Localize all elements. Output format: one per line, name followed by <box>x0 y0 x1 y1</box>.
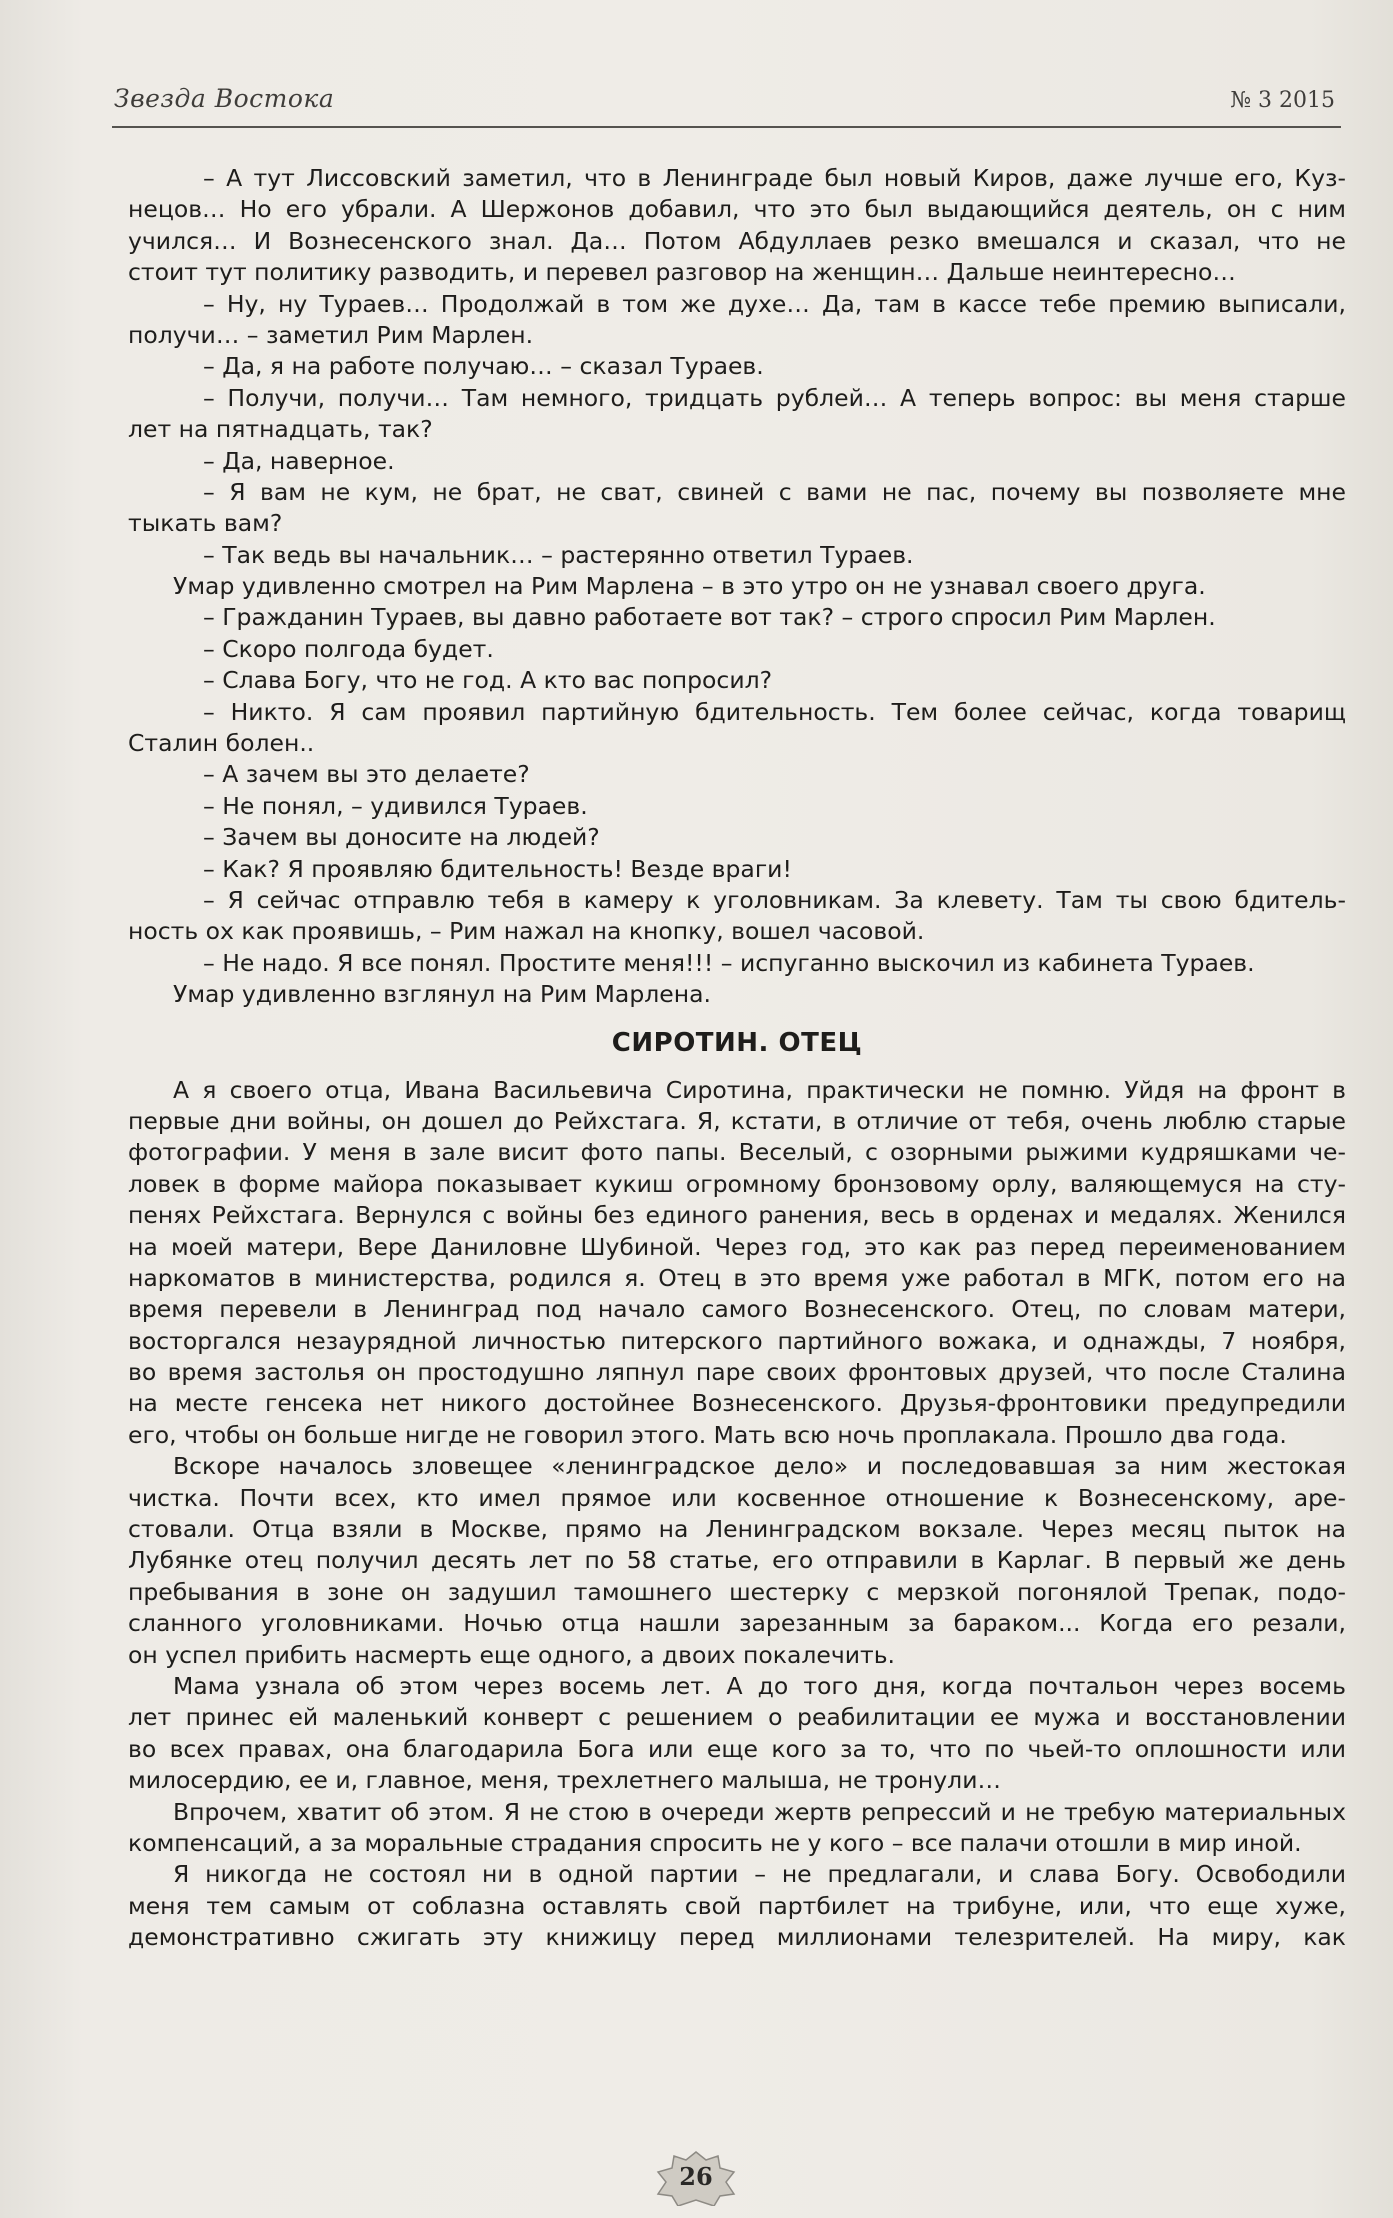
text-line: – Зачем вы доносите на людей? <box>203 823 600 852</box>
page-number-badge <box>648 2150 744 2206</box>
text-line: Я никогда не состоял ни в одной партии – не предлагали, и слава Богу. Освободили <box>173 1860 1346 1889</box>
text-line: – Да, наверное. <box>203 446 395 475</box>
text-line: – Получи, получи… Там немного, тридцать рублей… А теперь вопрос: вы меня старше <box>203 383 1346 412</box>
text-line: пенях Рейхстага. Вернулся с войны без единого ранения, весь в орденах и медалях. Женился <box>128 1201 1346 1230</box>
text-line: учился… И Вознесенского знал. Да… Потом Абдуллаев резко вмешался и сказал, что не <box>128 226 1346 255</box>
text-line: меня тем самым от соблазна оставлять свой партбилет на трибуне, или, что еще хуже, <box>128 1891 1346 1920</box>
text-line: Впрочем, хватит об этом. Я не стою в очереди жертв репрессий и не требую материальных <box>173 1797 1346 1826</box>
text-line: Вскоре началось зловещее «ленинградское дело» и последовавшая за ним жестокая <box>173 1452 1346 1481</box>
text-line: – Я вам не кум, не брат, не сват, свиней с вами не пас, почему вы позволяете мне <box>203 477 1346 506</box>
text-line: – Не понял, – удивился Тураев. <box>203 791 588 820</box>
section-heading: СИРОТИН. ОТЕЦ <box>611 1027 863 1058</box>
text-line: Мама узнала об этом через восемь лет. А до того дня, когда почтальон через восемь <box>173 1671 1346 1700</box>
text-line: нецов… Но его убрали. А Шержонов добавил, что это был выдающийся деятель, он с ним <box>128 195 1346 224</box>
text-line: лет принес ей маленький конверт с решением о реабилитации ее мужа и восстановлении <box>128 1703 1346 1732</box>
text-line: получи… – заметил Рим Марлен. <box>128 320 534 349</box>
text-line: чистка. Почти всех, кто имел прямое или косвенное отношение к Вознесенскому, аре- <box>128 1483 1346 1512</box>
text-line: демонстративно сжигать эту книжицу перед миллионами телезрителей. На миру, как <box>128 1923 1346 1952</box>
text-line: милосердию, ее и, главное, меня, трехлетнего малыша, не тронули… <box>128 1766 1001 1795</box>
text-line: пребывания в зоне он задушил тамошнего шестерку с мерзкой погонялой Трепак, подо- <box>128 1577 1346 1606</box>
text-line: на месте генсека нет никого достойнее Вознесенского. Друзья-фронтовики предупредили <box>128 1389 1346 1418</box>
text-line: Сталин болен.. <box>128 729 315 758</box>
text-line: – Да, я на работе получаю… – сказал Тураев. <box>203 352 764 381</box>
text-line: – Никто. Я сам проявил партийную бдительность. Тем более сейчас, когда товарищ <box>203 697 1346 726</box>
text-line: наркоматов в министерства, родился я. Отец в это время уже работал в МГК, потом его на <box>128 1263 1346 1292</box>
text-line: лет на пятнадцать, так? <box>128 415 433 444</box>
text-line: компенсаций, а за моральные страдания спросить не у кого – все палачи отошли в мир иной. <box>128 1828 1302 1857</box>
text-line: восторгался незаурядной личностью питерского партийного вожака, и однажды, 7 ноября, <box>128 1326 1346 1355</box>
text-line: он успел прибить насмерть еще одного, а двоих покалечить. <box>128 1640 896 1669</box>
text-line: – Ну, ну Тураев… Продолжай в том же духе… Да, там в кассе тебе премию выписали, <box>203 289 1346 318</box>
text-line: стоит тут политику разводить, и перевел разговор на женщин… Дальше неинтересно… <box>128 258 1236 287</box>
journal-title: Звезда Востока <box>114 84 335 113</box>
text-line: А я своего отца, Ивана Васильевича Сиротина, практически не помню. Уйдя на фронт в <box>173 1075 1346 1104</box>
text-line: во время застолья он простодушно ляпнул паре своих фронтовых друзей, что после Сталина <box>128 1358 1346 1387</box>
text-line: тыкать вам? <box>128 509 283 538</box>
text-line: во всех правах, она благодарила Бога или еще кого за то, что по чьей-то оплошности или <box>128 1734 1346 1763</box>
text-line: ловек в форме майора показывает кукиш огромному бронзовому орлу, валяющемуся на сту- <box>128 1169 1346 1198</box>
text-line: его, чтобы он больше нигде не говорил этого. Мать всю ночь проплакала. Прошло два года. <box>128 1420 1287 1449</box>
text-line: сланного уголовниками. Ночью отца нашли зарезанным за бараком... Когда его резали, <box>128 1609 1346 1638</box>
text-line: фотографии. У меня в зале висит фото папы. Веселый, с озорными рыжими кудряшками че- <box>128 1138 1346 1167</box>
text-line: первые дни войны, он дошел до Рейхстага. Я, кстати, в отличие от тебя, очень люблю старые <box>128 1106 1346 1135</box>
body-text <box>128 163 1346 1953</box>
page-number: 26 <box>679 2162 713 2191</box>
text-line: Лубянке отец получил десять лет по 58 статье, его отправили в Карлаг. В первый же день <box>128 1546 1346 1575</box>
text-line: – А тут Лиссовский заметил, что в Ленинграде был новый Киров, даже лучше его, Куз- <box>203 164 1346 192</box>
text-line: на моей матери, Вере Даниловне Шубиной. Через год, это как раз перед переименованием <box>128 1232 1346 1261</box>
text-line: – Слава Богу, что не год. А кто вас попросил? <box>203 666 773 695</box>
text-line: – Как? Я проявляю бдительность! Везде враги! <box>203 854 792 883</box>
text-line: Умар удивленно взглянул на Рим Марлена. <box>173 980 711 1009</box>
text-line: – Я сейчас отправлю тебя в камеру к уголовникам. За клевету. Там ты свою бдитель- <box>203 885 1346 914</box>
text-line: время перевели в Ленинград под начало самого Вознесенского. Отец, по словам матери, <box>128 1295 1346 1324</box>
issue-number: № 3 2015 <box>1230 88 1335 113</box>
text-line: стовали. Отца взяли в Москве, прямо на Ленинградском вокзале. Через месяц пыток на <box>128 1515 1346 1544</box>
text-line: – Гражданин Тураев, вы давно работаете вот так? – строго спросил Рим Марлен. <box>203 603 1216 632</box>
text-line: – А зачем вы это делаете? <box>203 760 530 789</box>
text-line: – Так ведь вы начальник… – растерянно ответил Тураев. <box>203 540 914 569</box>
text-line: – Скоро полгода будет. <box>203 634 494 663</box>
text-line: ность ох как проявишь, – Рим нажал на кнопку, вошел часовой. <box>128 917 925 946</box>
text-line: – Не надо. Я все понял. Простите меня!!! – испуганно выскочил из кабинета Тураев. <box>203 948 1255 977</box>
text-line: Умар удивленно смотрел на Рим Марлена – в это утро он не узнавал своего друга. <box>173 572 1206 601</box>
running-header <box>112 82 1341 128</box>
